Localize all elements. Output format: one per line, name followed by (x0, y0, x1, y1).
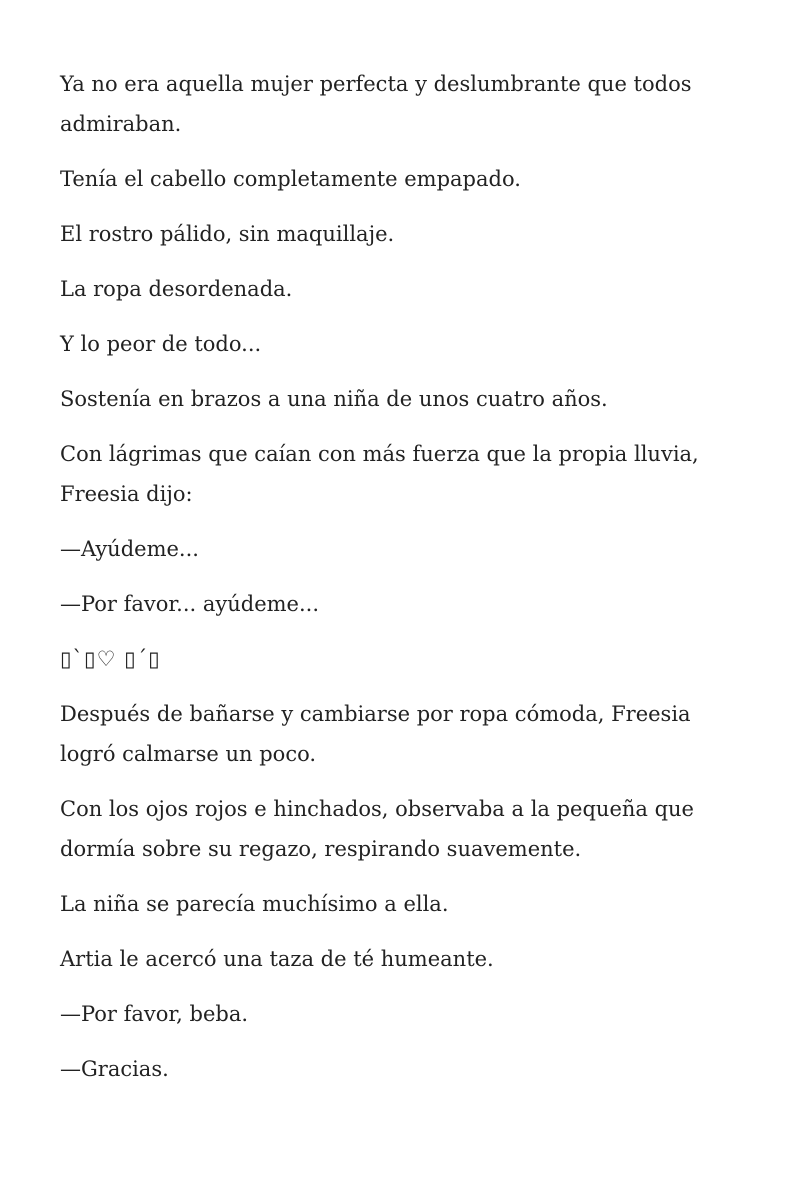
paragraph-10: Después de bañarse y cambiarse por ropa cómoda, Freesia logró calmarse un poco. (60, 702, 691, 766)
paragraph-14: —Por favor, beba. (60, 1002, 249, 1026)
scene-divider: ▯`▯♡ ▯´▯ (60, 647, 161, 671)
paragraph-2: Tenía el cabello completamente empapado. (60, 167, 521, 191)
paragraph-15: —Gracias. (60, 1057, 169, 1081)
paragraph-3: El rostro pálido, sin maquillaje. (60, 222, 395, 246)
paragraph-5: Y lo peor de todo... (60, 332, 262, 356)
paragraph-7: Con lágrimas que caían con más fuerza que la propia lluvia, Freesia dijo: (60, 442, 699, 506)
paragraph-8: —Ayúdeme... (60, 537, 199, 561)
paragraph-11: Con los ojos rojos e hinchados, observaba a la pequeña que dormía sobre su regazo, respirando suavemente. (60, 797, 694, 861)
document-body (60, 64, 740, 1104)
paragraph-9: —Por favor... ayúdeme... (60, 592, 320, 616)
paragraph-12: La niña se parecía muchísimo a ella. (60, 892, 449, 916)
paragraph-1: Ya no era aquella mujer perfecta y deslumbrante que todos admiraban. (60, 72, 692, 136)
paragraph-13: Artia le acercó una taza de té humeante. (60, 947, 494, 971)
paragraph-4: La ropa desordenada. (60, 277, 293, 301)
paragraph-6: Sostenía en brazos a una niña de unos cuatro años. (60, 387, 608, 411)
